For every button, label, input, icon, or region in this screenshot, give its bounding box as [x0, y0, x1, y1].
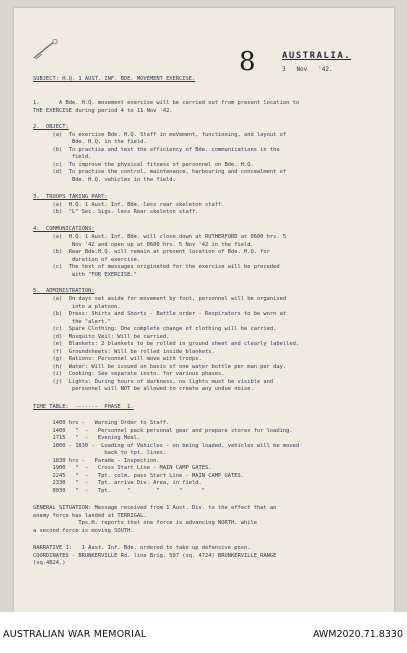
document-line: (d) To practise the control, maintenance, harbouring and concealment of	[33, 169, 287, 175]
document-line: (a) To exercise Bde. H.Q. Staff in movement, functioning, and layout of	[33, 132, 287, 138]
document-page	[14, 8, 394, 612]
document-line: (b) Dress: Shirts and Shorts - Battle order - Respirators to be worn at	[33, 311, 287, 317]
footer-accession-number: AWM2020.71.8330	[312, 629, 403, 640]
document-line: (e) Blankets: 2 blankets to be rolled in ground sheet and clearly labelled.	[33, 341, 300, 347]
document-line: 1830 hrs - Parade - Inspection.	[33, 457, 160, 464]
page-number: 8	[239, 47, 256, 77]
document-line: SUBJECT: H.Q. 1 AUST. INF. BDE. MOVEMENT EXERCISE.	[33, 76, 196, 82]
paperclip-icon	[32, 38, 62, 62]
document-line: the "alert."	[33, 318, 111, 325]
country-heading: AUSTRALIA.	[282, 51, 352, 61]
footer-bar	[0, 612, 407, 653]
document-line: THE EXERCISE during period 4 to 11 Nov '42.	[33, 107, 173, 114]
document-line: GENERAL SITUATION: Message received from 1 Aust. Div. to the effect that an	[33, 505, 277, 511]
document-line: (b) Rear Bde.H.Q. will remain at present location of Bde. H.Q. for	[33, 249, 270, 255]
document-line: 1400 hrs - Warning Order to Staff.	[33, 420, 170, 426]
document-line: (a) H.Q. 1 Aust. Inf. Bde. will close down at RUTHERFORD at 0600 hrs. 5	[33, 234, 287, 240]
document-line: (j) Lights: During hours of darkness, no lights must be visible and	[33, 378, 274, 385]
document-line: 5. ADMINISTRATION:	[33, 288, 95, 294]
document-line: TIME TABLE: ------- PHASE 1.	[33, 404, 134, 410]
document-line: back to tpt. lines.	[33, 450, 167, 456]
document-line: 2. OBJECT:	[33, 124, 69, 130]
document-line: (c) The text of messages originated for the exercise will be preceded	[33, 264, 280, 270]
document-line: (a) H.Q. 1 Aust. Inf. Bde. less rear skeleton staff.	[33, 201, 225, 208]
document-line: (f) Groundsheets: Will be rolled inside blankets.	[33, 348, 215, 355]
footer-institution: AUSTRALIAN WAR MEMORIAL	[3, 629, 147, 640]
document-line: 1800 - 1830 - Loading of Vehicles - on being loaded, vehicles will be moved	[33, 442, 300, 449]
document-line: 1900 " - Cross Start Line - MAIN CAMP GATES.	[33, 465, 212, 471]
document-line: (i) Cooking: See separate instn. for various phases.	[33, 371, 225, 377]
document-line: (h) Water: Will be issued on basis of one water bottle per man per day.	[33, 363, 287, 370]
document-line: duration of exercise.	[33, 256, 141, 263]
document-line: (b) To practise and test the efficiency of Bde. communications in the	[33, 146, 280, 153]
document-line: (b) "L" Sec. Sigs. less Rear skeleton staff.	[33, 209, 199, 215]
document-line: a second force is moving SOUTH.	[33, 527, 134, 534]
document-line: (a) On days set aside for movement by foot, personnel will be organised	[33, 296, 287, 302]
document-line: 1. A Bde. H.Q. movement exercise will be carried out from present location to	[33, 100, 300, 106]
document-line: 1400 " - Personnel pack personal gear and prepare stores for loading.	[33, 427, 293, 434]
document-line: 2330 " - Tpt. arrive Div. Area, in field.	[33, 480, 202, 486]
document-line: into a platoon.	[33, 303, 121, 310]
document-line: (sq.4824.)	[33, 560, 66, 566]
document-line: COORDINATES - BRUNKERVILLE Rd. line Brig. 597 (sq. 4724) BRUNKERVILLE RANGE	[33, 552, 277, 559]
document-line: Bde. H.Q. vehicles in the field.	[33, 176, 176, 183]
document-date: 3 Nov '42.	[282, 66, 333, 73]
document-line: 4. COMMUNICATIONS:	[33, 226, 95, 232]
document-line: Bde. H.Q. in the field.	[33, 139, 147, 145]
document-line: Tps.H. reports that one force is advancing NORTH, while	[33, 520, 257, 526]
document-line: 3. TROOPS TAKING PART:	[33, 194, 108, 200]
document-line: with "FOR EXERCISE."	[33, 271, 137, 278]
document-line: (d) Mosquito Veil: Will be carried.	[33, 333, 170, 340]
document-line: 1715 " - Evening Meal.	[33, 435, 141, 441]
document-line: NARRATIVE 1: 1 Aust. Inf. Bde. ordered to take up defensive posn.	[33, 545, 251, 551]
document-line: 0030 " - Tpt. " " " "	[33, 487, 206, 494]
document-line: (g) Rations: Personnel will move with troops.	[33, 356, 202, 362]
document-line: personnel will NOT be allowed to create any undue noise.	[33, 386, 254, 392]
document-line: (c) Spare Clothing: One complete change of clothing will be carried.	[33, 326, 277, 332]
document-line: (c) To improve the physical fitness of personnel on Bde. H.Q.	[33, 161, 254, 168]
document-line: enemy force has landed at TERRIGAL.	[33, 512, 147, 519]
document-line: field.	[33, 154, 92, 160]
document-line: 2245 " - Tpt. colm. pass Start Line - MAIN CAMP GATES.	[33, 472, 244, 479]
document-line: Nov '42 and open up at 0600 hrs. 5 Nov '42 in the field.	[33, 241, 254, 248]
